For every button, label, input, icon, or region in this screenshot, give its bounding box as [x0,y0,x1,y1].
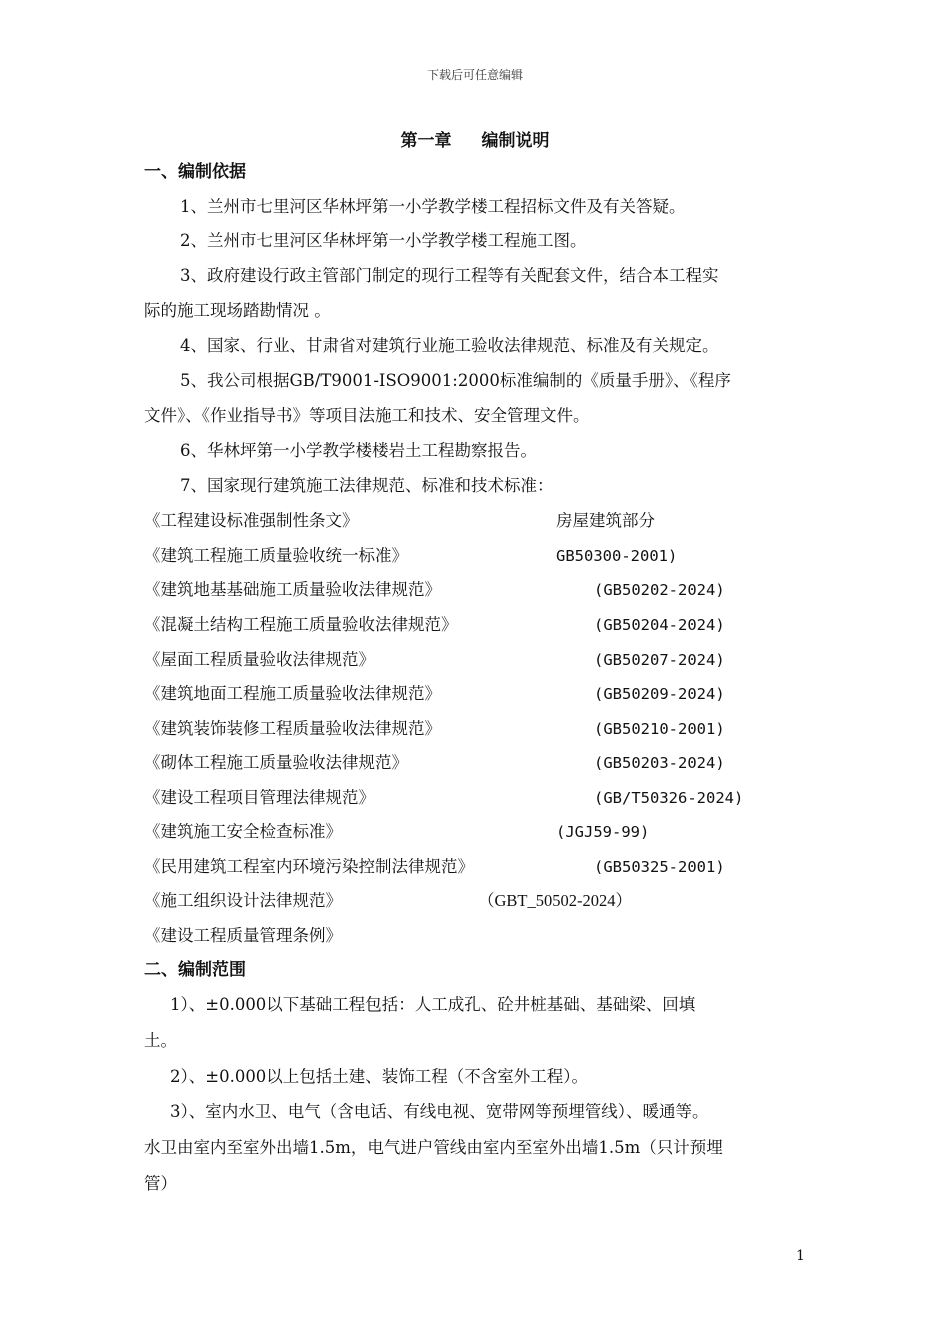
basis-item-7: 7、国家现行建筑施工法律规范、标准和技术标准： [180,476,554,495]
scope-line-3: 3）、室内水卫、电气（含电话、有线电视、宽带网等预埋管线）、暖通等。 [170,1102,709,1121]
standard-name: 《施工组织设计法律规范》 [144,891,342,910]
standard-name: 《建筑施工安全检查标准》 [144,822,342,841]
standard-name: 《混凝土结构工程施工质量验收法律规范》 [144,615,458,634]
standard-code: (GB50325-2001) [594,858,725,876]
chapter-title [0,126,950,151]
standard-code: (JGJ59-99) [556,823,650,841]
standard-name: 《建设工程项目管理法律规范》 [144,788,375,807]
standard-name: 《屋面工程质量验收法律规范》 [144,650,375,669]
standard-name: 《砌体工程施工质量验收法律规范》 [144,753,408,772]
standard-name: 《建筑地基基础施工质量验收法律规范》 [144,580,441,599]
basis-item-5-cont: 文件》、《作业指导书》等项目法施工和技术、安全管理文件。 [144,406,590,425]
basis-item-4: 4、国家、行业、甘肃省对建筑行业施工验收法律规范、标准及有关规定。 [180,336,719,355]
standard-name: 《民用建筑工程室内环境污染控制法律规范》 [144,857,474,876]
basis-item-2: 2、兰州市七里河区华林坪第一小学教学楼工程施工图。 [180,231,587,250]
scope-line-2: 2）、±0.000以上包括土建、装饰工程（不含室外工程）。 [170,1067,589,1086]
scope-line-3-cont: 水卫由室内至室外出墙1.5m，电气进户管线由室内至室外出墙1.5m（只计预埋 [144,1138,723,1157]
standard-name: 《工程建设标准强制性条文》 [144,511,359,530]
standard-name: 《建设工程质量管理条例》 [144,926,342,945]
basis-item-1: 1、兰州市七里河区华林坪第一小学教学楼工程招标文件及有关答疑。 [180,197,686,216]
standard-code: (GB/T50326-2024) [594,789,744,807]
standard-code: (GB50210-2001) [594,720,725,738]
standard-code: (GB50209-2024) [594,685,725,703]
section2-heading: 二、编制范围 [144,960,246,980]
chapter-name: 编制说明 [481,131,550,151]
basis-item-5: 5、我公司根据GB/T9001-ISO9001:2000标准编制的《质量手册》、《程序 [180,371,731,390]
standard-name: 《建筑装饰装修工程质量验收法律规范》 [144,719,441,738]
scope-line-3-end: 管） [144,1174,177,1193]
scope-line-1-cont: 土。 [144,1031,177,1050]
standard-code: (GB50207-2024) [594,651,725,669]
standard-code: 房屋建筑部分 [556,511,655,530]
standard-code: (GB50202-2024) [594,581,725,599]
standard-code: (GB50204-2024) [594,616,725,634]
standard-code: (GB50203-2024) [594,754,725,772]
chapter-number: 第一章 [400,131,452,151]
section1-heading: 一、编制依据 [144,162,246,182]
standard-name: 《建筑地面工程施工质量验收法律规范》 [144,684,441,703]
scope-line-1: 1）、±0.000以下基础工程包括：人工成孔、砼井桩基础、基础梁、回填 [170,995,696,1014]
standard-code: GB50300-2001) [556,547,678,565]
standard-code: （GBT_50502-2024） [478,891,632,910]
page-header: 下载后可任意编辑 [426,68,523,82]
basis-item-6: 6、华林坪第一小学教学楼楼岩土工程勘察报告。 [180,441,537,460]
basis-item-3: 3、政府建设行政主管部门制定的现行工程等有关配套文件，结合本工程实 [180,266,719,285]
basis-item-3-cont: 际的施工现场踏勘情况 。 [144,301,331,320]
standard-name: 《建筑工程施工质量验收统一标准》 [144,546,408,565]
page-number: 1 [796,1248,805,1264]
